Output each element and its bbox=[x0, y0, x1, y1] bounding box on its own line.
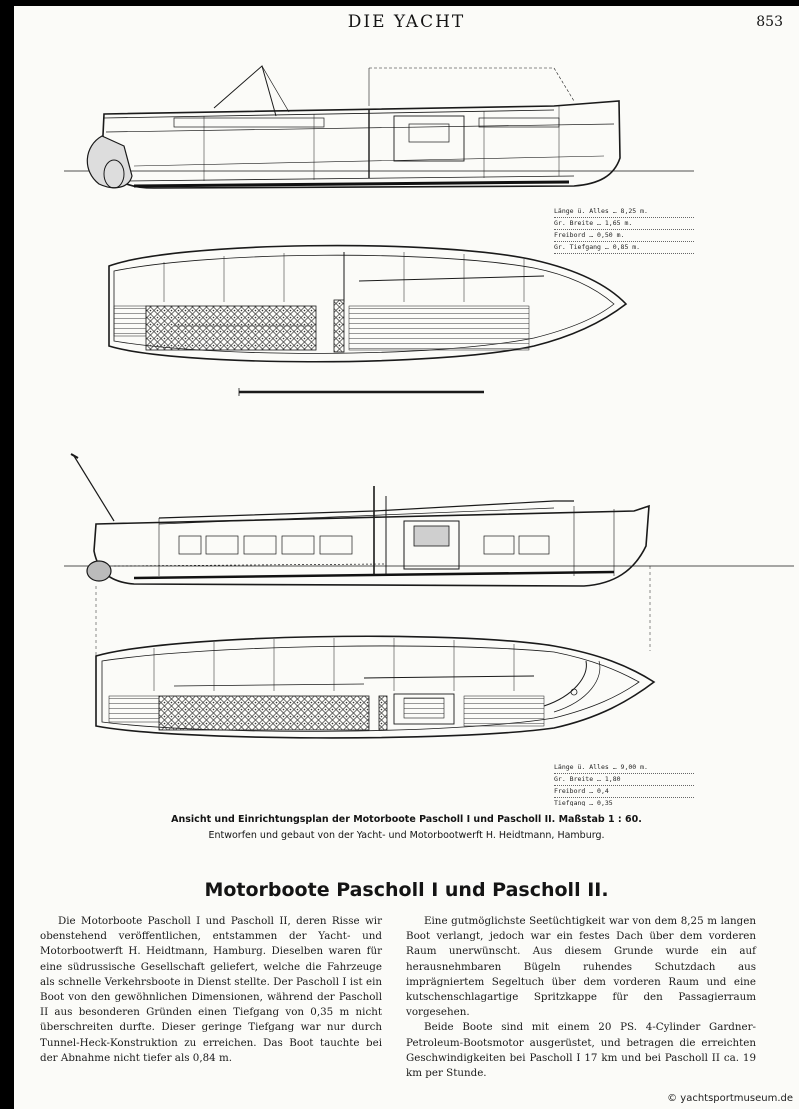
pascholl-1-side-view bbox=[64, 66, 694, 188]
magazine-page bbox=[14, 6, 799, 1109]
article-column-right bbox=[406, 914, 756, 1081]
paragraph: Beide Boote sind mit einem 20 PS. 4-Cylinder Gardner-Petroleum-Bootsmotor ausgerüstet, und betragen die erreichten Geschwindigkeiten bei Pascholl I 17 km und bei Pascholl II ca. 19 km per Stunde. bbox=[406, 1021, 756, 1080]
boat-plans-drawing bbox=[14, 6, 799, 806]
specs-table-pascholl-2: Länge ü. Alles … 9,00 m. Gr. Breite … 1,80 Freibord … 0,4 Tiefgang … 0,35 bbox=[554, 762, 694, 806]
magazine-title: DIE YACHT bbox=[347, 12, 466, 32]
figure-caption: Ansicht und Einrichtungsplan der Motorboote Pascholl I und Pascholl II. Maßstab 1 : 60. bbox=[171, 814, 642, 825]
pascholl-2-side-view bbox=[64, 454, 794, 656]
page-number: 853 bbox=[756, 14, 783, 30]
figure-credit: Entworfen und gebaut von der Yacht- und Motorbootwerft H. Heidtmann, Hamburg. bbox=[208, 830, 605, 841]
paragraph: Die Motorboote Pascholl I und Pascholl II, deren Risse wir obenstehend veröffentlichen, entstammen der Yacht- und Motorbootwerft H. Heidtmann, Hamburg. Dieselben waren für eine südrussische Gesellschaft geliefert, welche die Fahrzeuge als schnelle Verkehrsboote in Dienst stellte. Der Pascholl I ist ein Boot von den gewöhnlichen Dimensionen, während der Pascholl II aus besonderen Gründen einen Tiefgang von 0,35 m nicht überschreiten durfte. Dieser geringe Tiefgang war nur durch Tunnel-Heck-Konstruktion zu erreichen. Das Boot tauchte bei der Abnahme nicht tiefer als 0,84 m. bbox=[40, 915, 382, 1064]
pascholl-1-plan-view bbox=[109, 246, 626, 396]
specs-table-pascholl-1: Länge ü. Alles … 8,25 m. Gr. Breite … 1,65 m. Freibord … 0,50 m. Gr. Tiefgang … 0,85 m. bbox=[554, 206, 694, 254]
article-column-left bbox=[40, 914, 382, 1066]
watermark: © yachtsportmuseum.de bbox=[667, 1093, 793, 1104]
pascholl-2-plan-view bbox=[96, 636, 654, 738]
paragraph: Eine gutmöglichste Seetüchtigkeit war von dem 8,25 m langen Boot verlangt, jedoch war ein festes Dach über dem vorderen Raum unerwünscht. Aus diesem Grunde wurde ein auf herausnehmbaren Bügeln ruhendes Schutzdach aus imprägniertem Segeltuch über dem vorderen Raum und eine kutschenschlagartige Spritzkappe für den Passagierraum vorgesehen. bbox=[406, 915, 756, 1019]
article-title: Motorboote Pascholl I und Pascholl II. bbox=[204, 879, 609, 901]
